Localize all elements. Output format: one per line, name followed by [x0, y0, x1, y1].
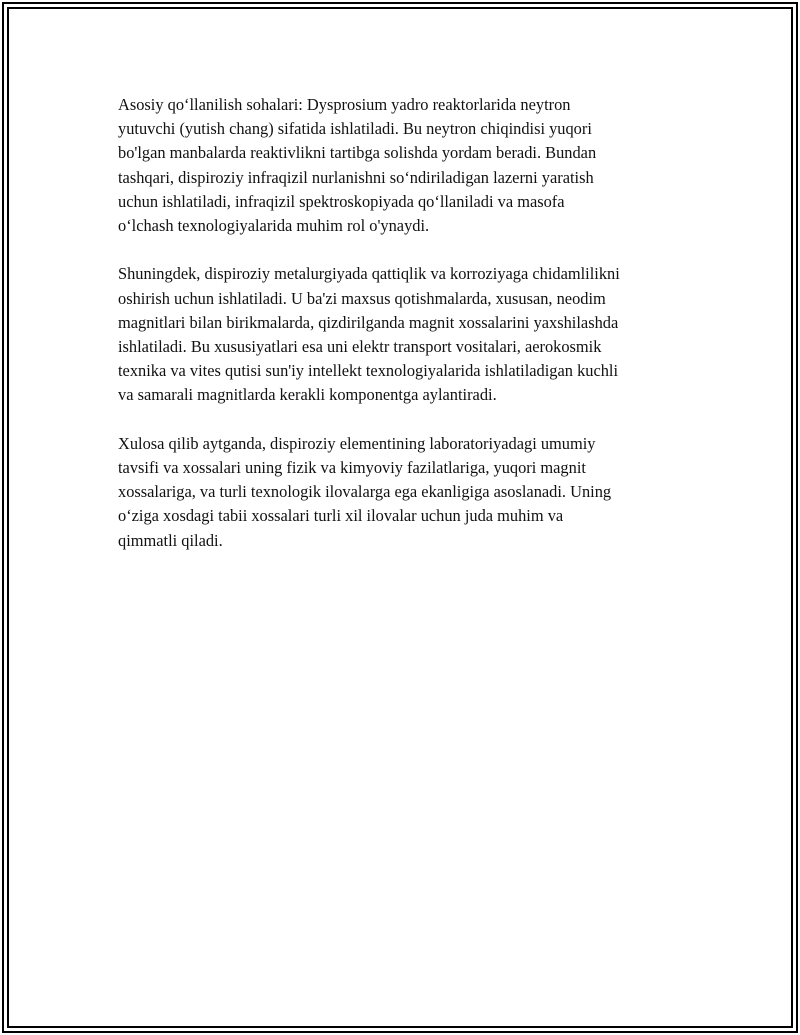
text-line: o‘ziga xosdagi tabii xossalari turli xil ilovalar uchun juda muhim va [118, 506, 564, 526]
text-line: Asosiy qo‘llanilish sohalari: Dysprosium yadro reaktorlarida neytron [118, 95, 571, 114]
text-line: ishlatiladi. Bu xususiyatlari esa uni elektr transport vositalari, aerokosmik [118, 337, 602, 357]
text-line: uchun ishlatiladi, infraqizil spektroskopiyada qo‘llaniladi va masofa [118, 191, 565, 211]
text-line: o‘lchash texnologiyalarida muhim rol o'ynaydi. [118, 216, 430, 236]
paragraph-conclusion [118, 432, 693, 553]
text-line: magnitlari bilan birikmalarda, qizdirilganda magnit xossalarini yaxshilashda [118, 312, 619, 332]
text-line: va samarali magnitlarda kerakli komponentga aylantiradi. [118, 385, 497, 405]
text-line: oshirish uchun ishlatiladi. U ba'zi maxsus qotishmalarda, xususan, neodim [118, 288, 606, 308]
text-line: qimmatli qiladi. [118, 530, 223, 550]
text-line: texnika va vites qutisi sun'iy intellekt texnologiyalarida ishlatiladigan kuchli [118, 361, 619, 381]
document-body [118, 93, 693, 577]
text-line: Xulosa qilib aytganda, dispiroziy elementining laboratoriyadagi umumiy [118, 433, 596, 453]
text-line: xossalariga, va turli texnologik ilovalarga ega ekanligiga asoslanadi. Uning [118, 482, 612, 502]
paragraph-applications [118, 93, 693, 238]
paragraph-metallurgy [118, 262, 693, 407]
text-line: yutuvchi (yutish chang) sifatida ishlatiladi. Bu neytron chiqindisi yuqori [118, 119, 592, 139]
text-line: tashqari, dispiroziy infraqizil nurlanishni so‘ndiriladigan lazerni yaratish [118, 167, 594, 187]
text-line: Shuningdek, dispiroziy metalurgiyada qattiqlik va korroziyaga chidamlilikni [118, 264, 620, 284]
text-line: bo'lgan manbalarda reaktivlikni tartibga solishda yordam beradi. Bundan [118, 143, 597, 163]
text-line: tavsifi va xossalari uning fizik va kimyoviy fazilatlariga, yuqori magnit [118, 458, 586, 478]
